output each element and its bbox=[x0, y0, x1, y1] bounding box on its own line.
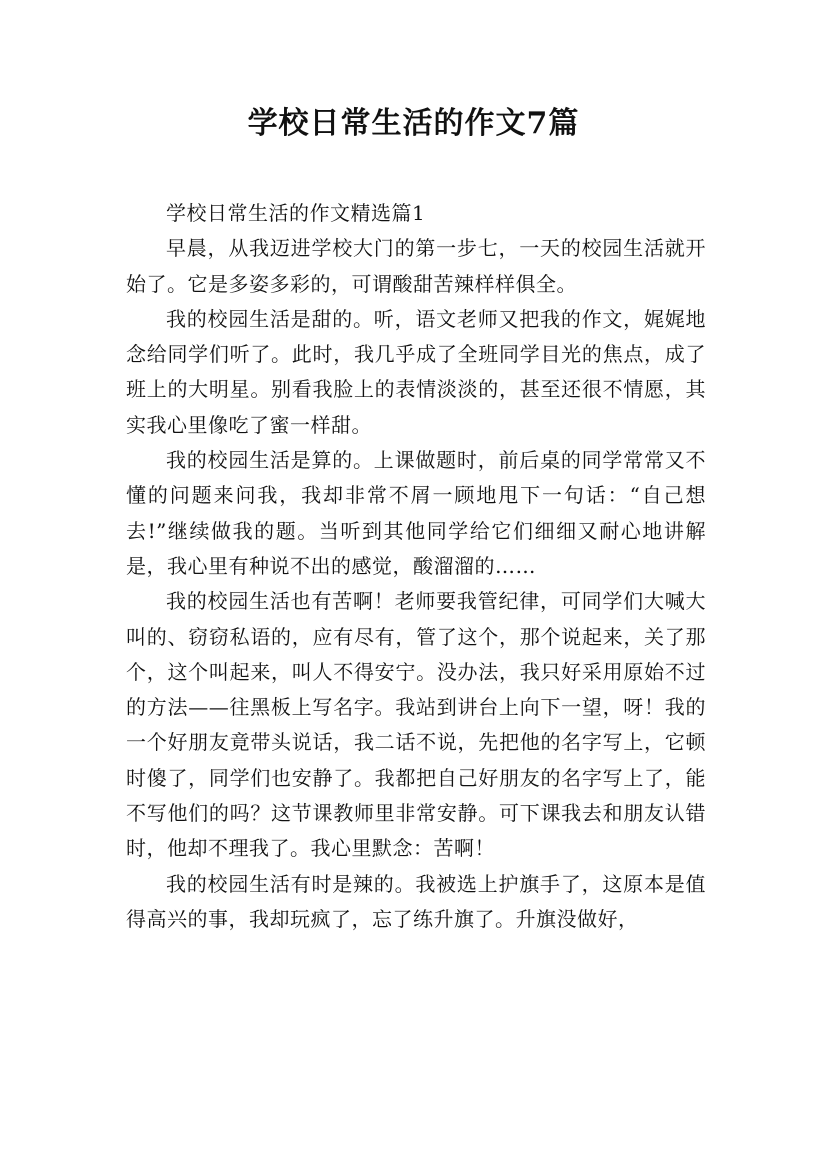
paragraph: 我的校园生活有时是辣的。我被选上护旗手了，这原本是值得高兴的事，我却玩疯了，忘了练升旗了。升旗没做好， bbox=[126, 871, 706, 931]
document-body bbox=[126, 196, 706, 937]
paragraph: 我的校园生活是算的。上课做题时，前后桌的同学常常又不懂的问题来问我，我却非常不屑一顾地甩下一句话：“自己想去!”继续做我的题。当听到其他同学给它们细细又耐心地讲解是，我心里有种说不出的感觉，酸溜溜的…… bbox=[126, 448, 706, 578]
paragraph: 早晨，从我迈进学校大门的第一步七，一天的校园生活就开始了。它是多姿多彩的，可谓酸甜苦辣样样俱全。 bbox=[126, 236, 706, 296]
document-title: 学校日常生活的作文7篇 bbox=[247, 106, 580, 141]
paragraph: 我的校园生活也有苦啊！老师要我管纪律，可同学们大喊大叫的、窃窃私语的，应有尽有，管了这个，那个说起来，关了那个，这个叫起来，叫人不得安宁。没办法，我只好采用原始不过的方法——往黑板上写名字。我站到讲台上向下一望，呀！我的一个好朋友竟带头说话，我二话不说，先把他的名字写上，它顿时傻了，同学们也安静了。我都把自己好朋友的名字写上了，能不写他们的吗？这节课教师里非常安静。可下课我去和朋友认错时，他却不理我了。我心里默念：苦啊！ bbox=[126, 589, 706, 861]
paragraph: 我的校园生活是甜的。听，语文老师又把我的作文，娓娓地念给同学们听了。此时，我几乎成了全班同学目光的焦点，成了班上的大明星。别看我脸上的表情淡淡的，甚至还很不情愿，其实我心里像吃了蜜一样甜。 bbox=[126, 306, 706, 437]
section-heading: 学校日常生活的作文精选篇1 bbox=[166, 201, 426, 225]
